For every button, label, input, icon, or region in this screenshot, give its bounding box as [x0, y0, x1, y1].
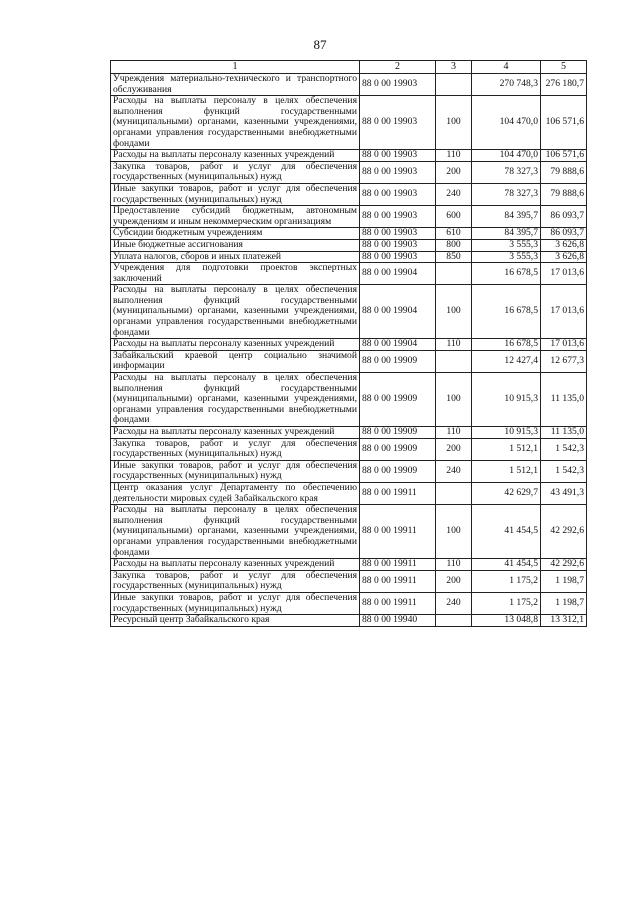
- table-row: [111, 350, 587, 372]
- row-expense-type-cell: [436, 263, 472, 285]
- row-expense-type-cell: 110: [436, 150, 472, 162]
- table-row: [111, 228, 587, 240]
- row-expense-type-cell: 200: [436, 438, 472, 460]
- row-value-1-cell: 41 454,5: [472, 559, 541, 571]
- row-name-cell: Расходы на выплаты персоналу казенных учреждений: [111, 339, 360, 351]
- row-name-cell: Предоставление субсидий бюджетным, автономным учреждениям и иным некоммерческим организациям: [111, 206, 360, 228]
- row-expense-type-cell: [436, 74, 472, 96]
- row-value-1-cell: 270 748,3: [472, 74, 541, 96]
- row-value-2-cell: 42 292,6: [541, 559, 587, 571]
- row-code-cell: 88 0 00 19911: [360, 505, 436, 559]
- row-value-1-cell: 10 915,3: [472, 373, 541, 427]
- row-code-cell: 88 0 00 19909: [360, 427, 436, 439]
- row-value-1-cell: 1 512,1: [472, 438, 541, 460]
- row-value-1-cell: 10 915,3: [472, 427, 541, 439]
- row-value-2-cell: 1 542,3: [541, 460, 587, 482]
- row-code-cell: 88 0 00 19903: [360, 183, 436, 205]
- row-name-cell: Иные бюджетные ассигнования: [111, 239, 360, 251]
- table-row: [111, 559, 587, 571]
- row-value-1-cell: 78 327,3: [472, 161, 541, 183]
- table-row: [111, 505, 587, 559]
- table-row: [111, 339, 587, 351]
- row-name-cell: Закупка товаров, работ и услуг для обеспечения государственных (муниципальных) нужд: [111, 438, 360, 460]
- column-header-expense-type: 3: [436, 61, 472, 74]
- row-name-cell: Ресурсный центр Забайкальского края: [111, 615, 360, 627]
- row-value-1-cell: 78 327,3: [472, 183, 541, 205]
- row-expense-type-cell: 110: [436, 339, 472, 351]
- row-expense-type-cell: 240: [436, 592, 472, 614]
- row-code-cell: 88 0 00 19903: [360, 206, 436, 228]
- row-code-cell: 88 0 00 19904: [360, 285, 436, 339]
- row-code-cell: 88 0 00 19911: [360, 482, 436, 504]
- table-row: [111, 96, 587, 150]
- row-expense-type-cell: 800: [436, 239, 472, 251]
- row-name-cell: Расходы на выплаты персоналу казенных учреждений: [111, 559, 360, 571]
- table-row: [111, 460, 587, 482]
- row-expense-type-cell: 240: [436, 183, 472, 205]
- row-code-cell: 88 0 00 19904: [360, 339, 436, 351]
- row-expense-type-cell: 100: [436, 96, 472, 150]
- row-code-cell: 88 0 00 19903: [360, 150, 436, 162]
- row-expense-type-cell: [436, 482, 472, 504]
- row-value-2-cell: 79 888,6: [541, 183, 587, 205]
- row-code-cell: 88 0 00 19903: [360, 161, 436, 183]
- row-expense-type-cell: 100: [436, 373, 472, 427]
- row-name-cell: Расходы на выплаты персоналу в целях обеспечения выполнения функций государственными (муниципальными) органами, казенными учреждениями, органами управления государственными внебюджетными фондами: [111, 285, 360, 339]
- row-value-1-cell: 104 470,0: [472, 96, 541, 150]
- row-expense-type-cell: [436, 615, 472, 627]
- row-expense-type-cell: 850: [436, 251, 472, 263]
- row-value-1-cell: 12 427,4: [472, 350, 541, 372]
- row-expense-type-cell: 240: [436, 460, 472, 482]
- row-code-cell: 88 0 00 19911: [360, 592, 436, 614]
- row-value-2-cell: 42 292,6: [541, 505, 587, 559]
- row-value-2-cell: 86 093,7: [541, 206, 587, 228]
- row-value-2-cell: 17 013,6: [541, 285, 587, 339]
- row-expense-type-cell: 600: [436, 206, 472, 228]
- row-name-cell: Учреждения материально-технического и транспортного обслуживания: [111, 74, 360, 96]
- table-header-row: [111, 61, 587, 74]
- table-row: [111, 150, 587, 162]
- row-code-cell: 88 0 00 19911: [360, 559, 436, 571]
- table-row: [111, 74, 587, 96]
- row-value-2-cell: 1 542,3: [541, 438, 587, 460]
- table-row: [111, 285, 587, 339]
- row-code-cell: 88 0 00 19909: [360, 373, 436, 427]
- row-value-2-cell: 106 571,6: [541, 150, 587, 162]
- row-value-1-cell: 1 512,1: [472, 460, 541, 482]
- row-value-2-cell: 43 491,3: [541, 482, 587, 504]
- row-code-cell: 88 0 00 19903: [360, 251, 436, 263]
- table-row: [111, 482, 587, 504]
- row-name-cell: Центр оказания услуг Департаменту по обеспечению деятельности мировых судей Забайкальского края: [111, 482, 360, 504]
- table-row: [111, 183, 587, 205]
- row-name-cell: Расходы на выплаты персоналу в целях обеспечения выполнения функций государственными (муниципальными) органами, казенными учреждениями, органами управления государственными внебюджетными фондами: [111, 96, 360, 150]
- row-code-cell: 88 0 00 19903: [360, 96, 436, 150]
- row-name-cell: Закупка товаров, работ и услуг для обеспечения государственных (муниципальных) нужд: [111, 161, 360, 183]
- row-name-cell: Иные закупки товаров, работ и услуг для обеспечения государственных (муниципальных) нужд: [111, 592, 360, 614]
- row-code-cell: 88 0 00 19911: [360, 570, 436, 592]
- row-value-1-cell: 3 555,3: [472, 239, 541, 251]
- row-expense-type-cell: 110: [436, 559, 472, 571]
- row-value-2-cell: 1 198,7: [541, 570, 587, 592]
- row-value-1-cell: 16 678,5: [472, 339, 541, 351]
- row-name-cell: Расходы на выплаты персоналу казенных учреждений: [111, 427, 360, 439]
- row-value-2-cell: 11 135,0: [541, 427, 587, 439]
- table-row: [111, 251, 587, 263]
- row-name-cell: Расходы на выплаты персоналу в целях обеспечения выполнения функций государственными (муниципальными) органами, казенными учреждениями, органами управления государственными внебюджетными фондами: [111, 373, 360, 427]
- row-expense-type-cell: 110: [436, 427, 472, 439]
- row-expense-type-cell: 200: [436, 161, 472, 183]
- row-expense-type-cell: 200: [436, 570, 472, 592]
- row-expense-type-cell: 610: [436, 228, 472, 240]
- page-number: 87: [313, 37, 327, 52]
- row-value-2-cell: 17 013,6: [541, 263, 587, 285]
- row-code-cell: 88 0 00 19909: [360, 438, 436, 460]
- row-value-2-cell: 86 093,7: [541, 228, 587, 240]
- row-value-2-cell: 3 626,8: [541, 239, 587, 251]
- row-code-cell: 88 0 00 19903: [360, 74, 436, 96]
- budget-table: [110, 60, 587, 627]
- row-value-2-cell: 17 013,6: [541, 339, 587, 351]
- row-name-cell: Иные закупки товаров, работ и услуг для обеспечения государственных (муниципальных) нужд: [111, 183, 360, 205]
- table-row: [111, 206, 587, 228]
- row-value-2-cell: 3 626,8: [541, 251, 587, 263]
- row-expense-type-cell: 100: [436, 285, 472, 339]
- row-value-1-cell: 13 048,8: [472, 615, 541, 627]
- table-row: [111, 161, 587, 183]
- row-name-cell: Уплата налогов, сборов и иных платежей: [111, 251, 360, 263]
- row-code-cell: 88 0 00 19904: [360, 263, 436, 285]
- row-value-1-cell: 84 395,7: [472, 206, 541, 228]
- row-expense-type-cell: 100: [436, 505, 472, 559]
- table-row: [111, 615, 587, 627]
- row-name-cell: Учреждения для подготовки проектов экспертных заключений: [111, 263, 360, 285]
- row-value-2-cell: 11 135,0: [541, 373, 587, 427]
- row-value-2-cell: 13 312,1: [541, 615, 587, 627]
- row-value-2-cell: 12 677,3: [541, 350, 587, 372]
- column-header-value-1: 4: [472, 61, 541, 74]
- row-name-cell: Расходы на выплаты персоналу в целях обеспечения выполнения функций государственными (муниципальными) органами, казенными учреждениями, органами управления государственными внебюджетными фондами: [111, 505, 360, 559]
- table-row: [111, 570, 587, 592]
- table-row: [111, 438, 587, 460]
- row-code-cell: 88 0 00 19940: [360, 615, 436, 627]
- row-code-cell: 88 0 00 19903: [360, 228, 436, 240]
- table-row: [111, 239, 587, 251]
- row-name-cell: Закупка товаров, работ и услуг для обеспечения государственных (муниципальных) нужд: [111, 570, 360, 592]
- row-name-cell: Расходы на выплаты персоналу казенных учреждений: [111, 150, 360, 162]
- row-name-cell: Иные закупки товаров, работ и услуг для обеспечения государственных (муниципальных) нужд: [111, 460, 360, 482]
- table-row: [111, 373, 587, 427]
- row-value-1-cell: 84 395,7: [472, 228, 541, 240]
- column-header-name: 1: [111, 61, 360, 74]
- column-header-value-2: 5: [541, 61, 587, 74]
- row-value-2-cell: 1 198,7: [541, 592, 587, 614]
- row-name-cell: Субсидии бюджетным учреждениям: [111, 228, 360, 240]
- row-value-1-cell: 16 678,5: [472, 263, 541, 285]
- row-value-1-cell: 42 629,7: [472, 482, 541, 504]
- row-value-1-cell: 104 470,0: [472, 150, 541, 162]
- row-value-1-cell: 1 175,2: [472, 592, 541, 614]
- column-header-code: 2: [360, 61, 436, 74]
- row-value-1-cell: 41 454,5: [472, 505, 541, 559]
- table-row: [111, 263, 587, 285]
- row-value-1-cell: 3 555,3: [472, 251, 541, 263]
- table-row: [111, 592, 587, 614]
- table-body: [111, 61, 587, 627]
- row-name-cell: Забайкальский краевой центр социально значимой информации: [111, 350, 360, 372]
- row-code-cell: 88 0 00 19909: [360, 460, 436, 482]
- table-row: [111, 427, 587, 439]
- row-value-2-cell: 276 180,7: [541, 74, 587, 96]
- row-expense-type-cell: [436, 350, 472, 372]
- row-value-2-cell: 79 888,6: [541, 161, 587, 183]
- row-value-1-cell: 1 175,2: [472, 570, 541, 592]
- row-value-2-cell: 106 571,6: [541, 96, 587, 150]
- row-value-1-cell: 16 678,5: [472, 285, 541, 339]
- row-code-cell: 88 0 00 19909: [360, 350, 436, 372]
- row-code-cell: 88 0 00 19903: [360, 239, 436, 251]
